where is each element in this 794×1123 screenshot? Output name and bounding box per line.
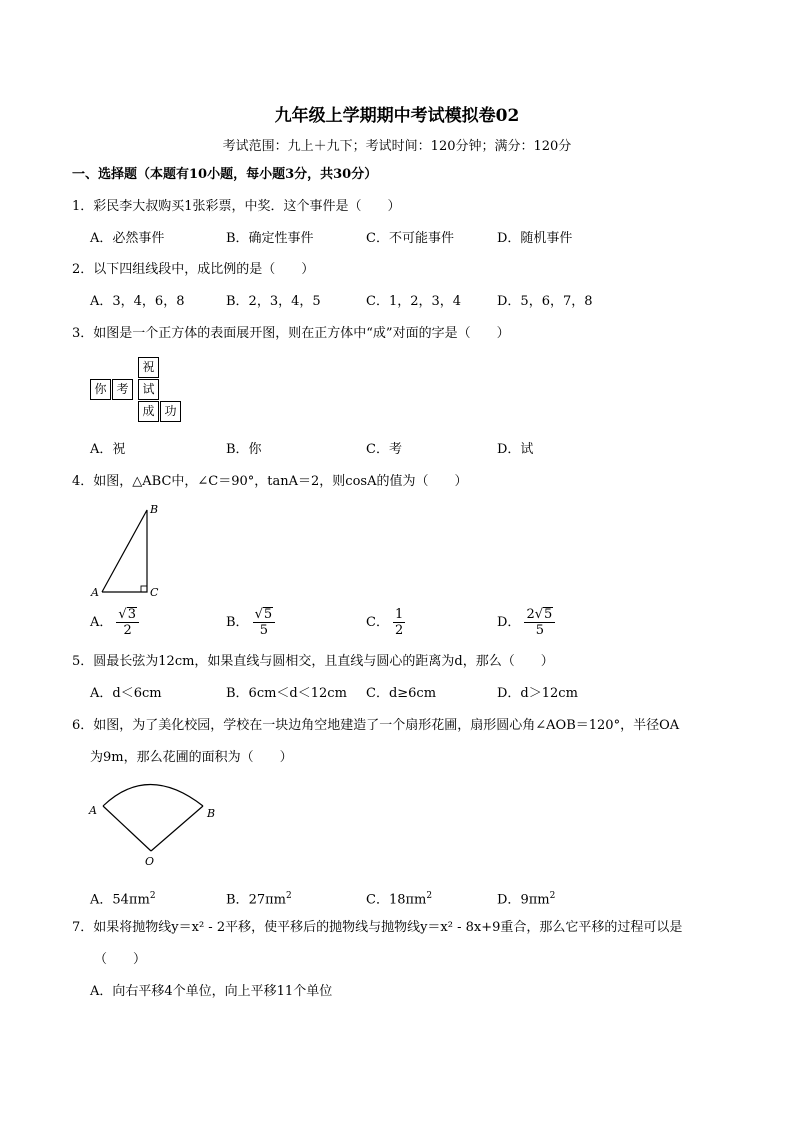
q2-option-d: D．5，6，7，8 <box>497 294 593 309</box>
question-6: 6．如图，为了美化校园，学校在一块边角空地建造了一个扇形花圃，扇形圆心角∠AOB＝120°，半径OA <box>72 718 680 733</box>
question-3: 3．如图是一个正方体的表面展开图，则在正方体中“成”对面的字是（ ） <box>72 326 510 341</box>
option-letter: D． <box>497 892 521 908</box>
right-triangle-figure <box>88 500 168 600</box>
coefficient: 2 <box>526 607 535 622</box>
option-letter: A． <box>90 892 113 908</box>
q6-option-c <box>366 888 432 908</box>
q1-option-c: C．不可能事件 <box>366 231 454 246</box>
question-2: 2．以下四组线段中，成比例的是（ ） <box>72 262 315 277</box>
q6-option-a <box>90 888 156 908</box>
q6-option-b <box>226 888 292 908</box>
option-letter: B． <box>226 892 249 908</box>
question-1: 1．彩民李大叔购买1张彩票，中奖．这个事件是（ ） <box>72 199 401 214</box>
q5-option-b: B．6cm＜d＜12cm <box>226 686 347 701</box>
q5-option-d: D．d＞12cm <box>497 686 578 701</box>
q4-option-a: A． √ 3 2 <box>90 607 139 638</box>
q3-option-b: B．你 <box>226 442 262 457</box>
option-letter: D． <box>497 614 521 630</box>
option-letter: C． <box>366 892 389 908</box>
option-value: 18πm <box>388 892 427 908</box>
q1-option-d: D．随机事件 <box>497 231 573 246</box>
q2-option-a: A．3，4，6，8 <box>90 294 185 309</box>
point-label-b: B <box>207 807 216 820</box>
q5-option-c: C．d≥6cm <box>366 686 437 701</box>
q3-option-c: C．考 <box>366 442 402 457</box>
question-6-cont: 为9m，那么花圃的面积为（ ） <box>90 750 293 765</box>
net-cell: 考 <box>112 379 133 400</box>
q1-option-b: B．确定性事件 <box>226 231 314 246</box>
numerator: 1 <box>394 607 404 622</box>
q5-option-a: A．d＜6cm <box>90 686 162 701</box>
q1-option-a: A．必然事件 <box>90 231 165 246</box>
exponent: 2 <box>549 891 556 901</box>
denominator: 2 <box>123 623 132 638</box>
denominator: 5 <box>535 623 544 638</box>
denominator: 5 <box>259 623 268 638</box>
denominator: 2 <box>394 623 404 638</box>
q4-option-b: B． √ 5 5 <box>226 607 275 638</box>
net-cell: 功 <box>160 401 181 422</box>
q4-option-d: D． 2 √ 5 5 <box>497 607 555 638</box>
point-label-a: A <box>89 804 97 817</box>
radicand: 5 <box>263 607 273 622</box>
question-7: 7．如果将抛物线y＝x² - 2平移，使平移后的抛物线与抛物线y＝x² - 8x+9重合，那么它平移的过程可以是 <box>72 920 683 935</box>
q2-option-c: C．1，2，3，4 <box>366 294 462 309</box>
net-cell: 成 <box>138 401 159 422</box>
radicand: 3 <box>127 607 136 622</box>
net-cell: 你 <box>90 379 111 400</box>
section-heading: 一、选择题（本题有10小题，每小题3分，共30分） <box>72 167 378 182</box>
vertex-label-b: B <box>150 503 159 516</box>
point-label-o: O <box>145 855 155 868</box>
q4-option-c <box>366 607 405 638</box>
exponent: 2 <box>285 891 292 901</box>
q2-option-b: B．2，3，4，5 <box>226 294 321 309</box>
q3-option-a: A．祝 <box>90 442 126 457</box>
question-7-cont: （ ） <box>94 952 147 967</box>
q6-option-d <box>497 888 555 908</box>
option-value: 27πm <box>248 892 286 908</box>
net-cell: 祝 <box>138 357 159 378</box>
option-value: 9πm <box>520 892 550 908</box>
q3-option-d: D．试 <box>497 442 534 457</box>
vertex-label-c: C <box>150 586 159 599</box>
exponent: 2 <box>149 891 156 901</box>
exam-info: 考试范围：九上＋九下；考试时间：120分钟；满分：120分 <box>222 139 572 154</box>
option-letter: A． <box>90 614 113 630</box>
option-value: 54πm <box>112 892 150 908</box>
question-4: 4．如图，△ABC中，∠C＝90°，tanA＝2，则cosA的值为（ ） <box>72 474 468 489</box>
option-letter: B． <box>226 614 249 630</box>
q7-option-a: A．向右平移4个单位，向上平移11个单位 <box>90 984 333 999</box>
radicand: 5 <box>544 607 553 622</box>
net-cell: 试 <box>138 379 159 400</box>
page-title: 九年级上学期期中考试模拟卷02 <box>274 106 520 126</box>
sector-figure <box>85 775 225 870</box>
vertex-label-a: A <box>91 586 99 599</box>
question-5: 5．圆最长弦为12cm，如果直线与圆相交，且直线与圆心的距离为d，那么（ ） <box>72 654 554 669</box>
exponent: 2 <box>426 891 433 901</box>
option-letter: C． <box>366 614 389 630</box>
